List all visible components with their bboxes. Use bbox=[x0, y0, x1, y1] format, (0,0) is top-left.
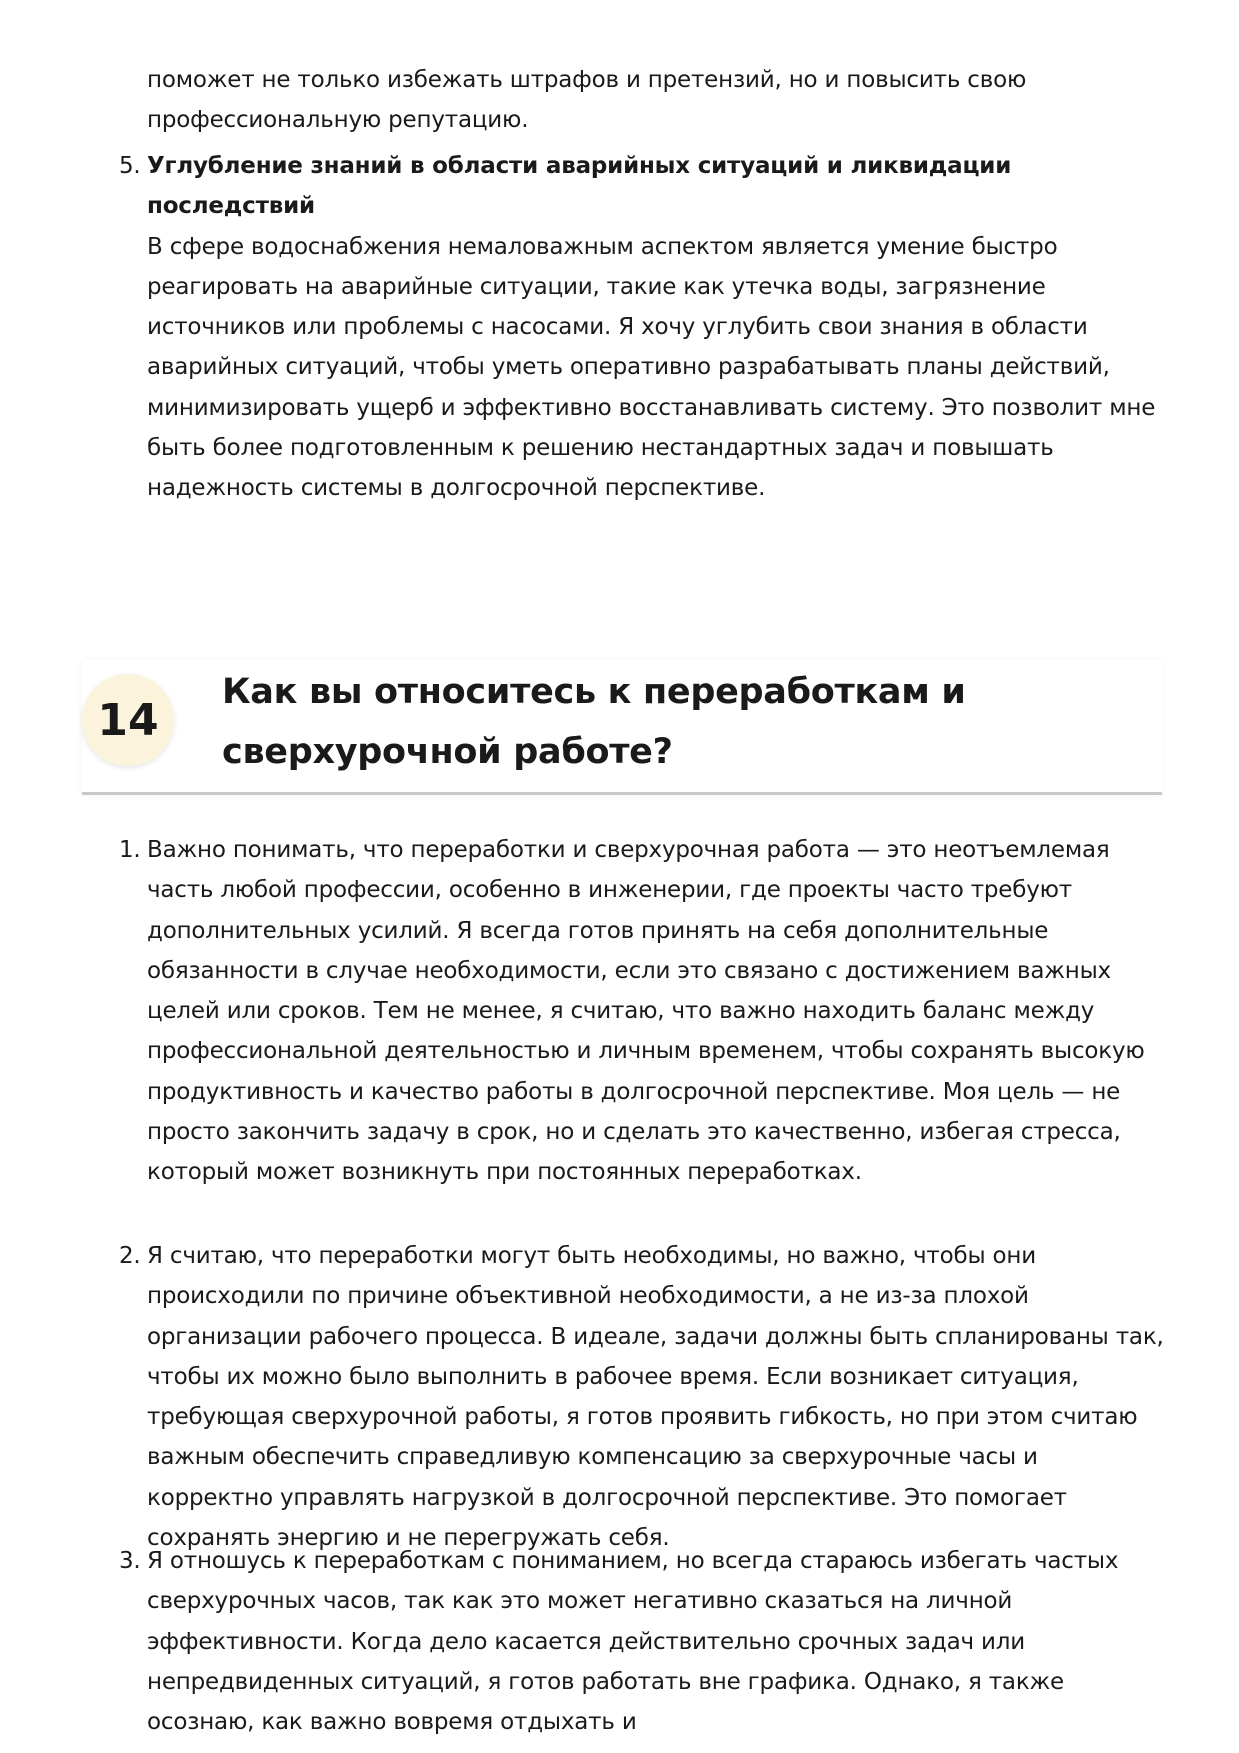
answer-item-2 bbox=[119, 1236, 1167, 1558]
list-item-number: 2. bbox=[119, 1243, 141, 1269]
answer-item-1 bbox=[119, 830, 1167, 1193]
list-item-number: 3. bbox=[119, 1548, 141, 1574]
question-number-badge: 14 bbox=[82, 674, 174, 766]
answer-item-3 bbox=[119, 1541, 1167, 1742]
intro-paragraph: поможет не только избежать штрафов и претензий, но и повысить свою профессиональную репутацию. bbox=[147, 67, 1027, 134]
list-item-text: Важно понимать, что переработки и сверхурочная работа — это неотъемлемая часть любой профессии, особенно в инженерии, где проекты часто требуют дополнительных усилий. Я всегда готов принять на себя дополнительные обязанности в случае необходимости, если это связано с достижением важных целей или сроков. Тем не менее, я считаю, что важно находить баланс между профессиональной деятельностью и личным временем, чтобы сохранять высокую продуктивность и качество работы в долгосрочной перспективе. Моя цель — не просто закончить задачу в срок, но и сделать это качественно, избегая стресса, который может возникнуть при постоянных переработках. bbox=[147, 837, 1145, 1186]
question-header bbox=[82, 660, 1162, 795]
list-item-text: Я отношусь к переработкам с пониманием, но всегда стараюсь избегать частых сверхурочных часов, так как это может негативно сказаться на личной эффективности. Когда дело касается действительно срочных задач или непредвиденных ситуаций, я готов работать вне графика. Однако, я также осознаю, как важно вовремя отдыхать и bbox=[147, 1548, 1119, 1736]
list-item-number: 1. bbox=[119, 837, 141, 863]
list-item-text: В сфере водоснабжения немаловажным аспектом является умение быстро реагировать на аварийные ситуации, такие как утечка воды, загрязнение источников или проблемы с насосами. Я хочу углубить свои знания в области аварийных ситуаций, чтобы уметь оперативно разрабатывать планы действий, минимизировать ущерб и эффективно восстанавливать систему. Это позволит мне быть более подготовленным к решению нестандартных задач и повышать надежность системы в долгосрочной перспективе. bbox=[147, 233, 1156, 502]
question-title: Как вы относитесь к переработкам и сверхурочной работе? bbox=[222, 672, 966, 772]
list-item-5 bbox=[119, 146, 1167, 509]
list-item-text: Я считаю, что переработки могут быть необходимы, но важно, чтобы они происходили по причине объективной необходимости, а не из-за плохой организации рабочего процесса. В идеале, задачи должны быть спланированы так, чтобы их можно было выполнить в рабочее время. Если возникает ситуация, требующая сверхурочной работы, я готов проявить гибкость, но при этом считаю важным обеспечить справедливую компенсацию за сверхурочные часы и корректно управлять нагрузкой в долгосрочной перспективе. Это помогает сохранять энергию и не перегружать себя. bbox=[147, 1243, 1164, 1552]
list-item-title: Углубление знаний в области аварийных ситуаций и ликвидации последствий bbox=[147, 153, 1012, 220]
list-item-number: 5. bbox=[119, 153, 141, 179]
